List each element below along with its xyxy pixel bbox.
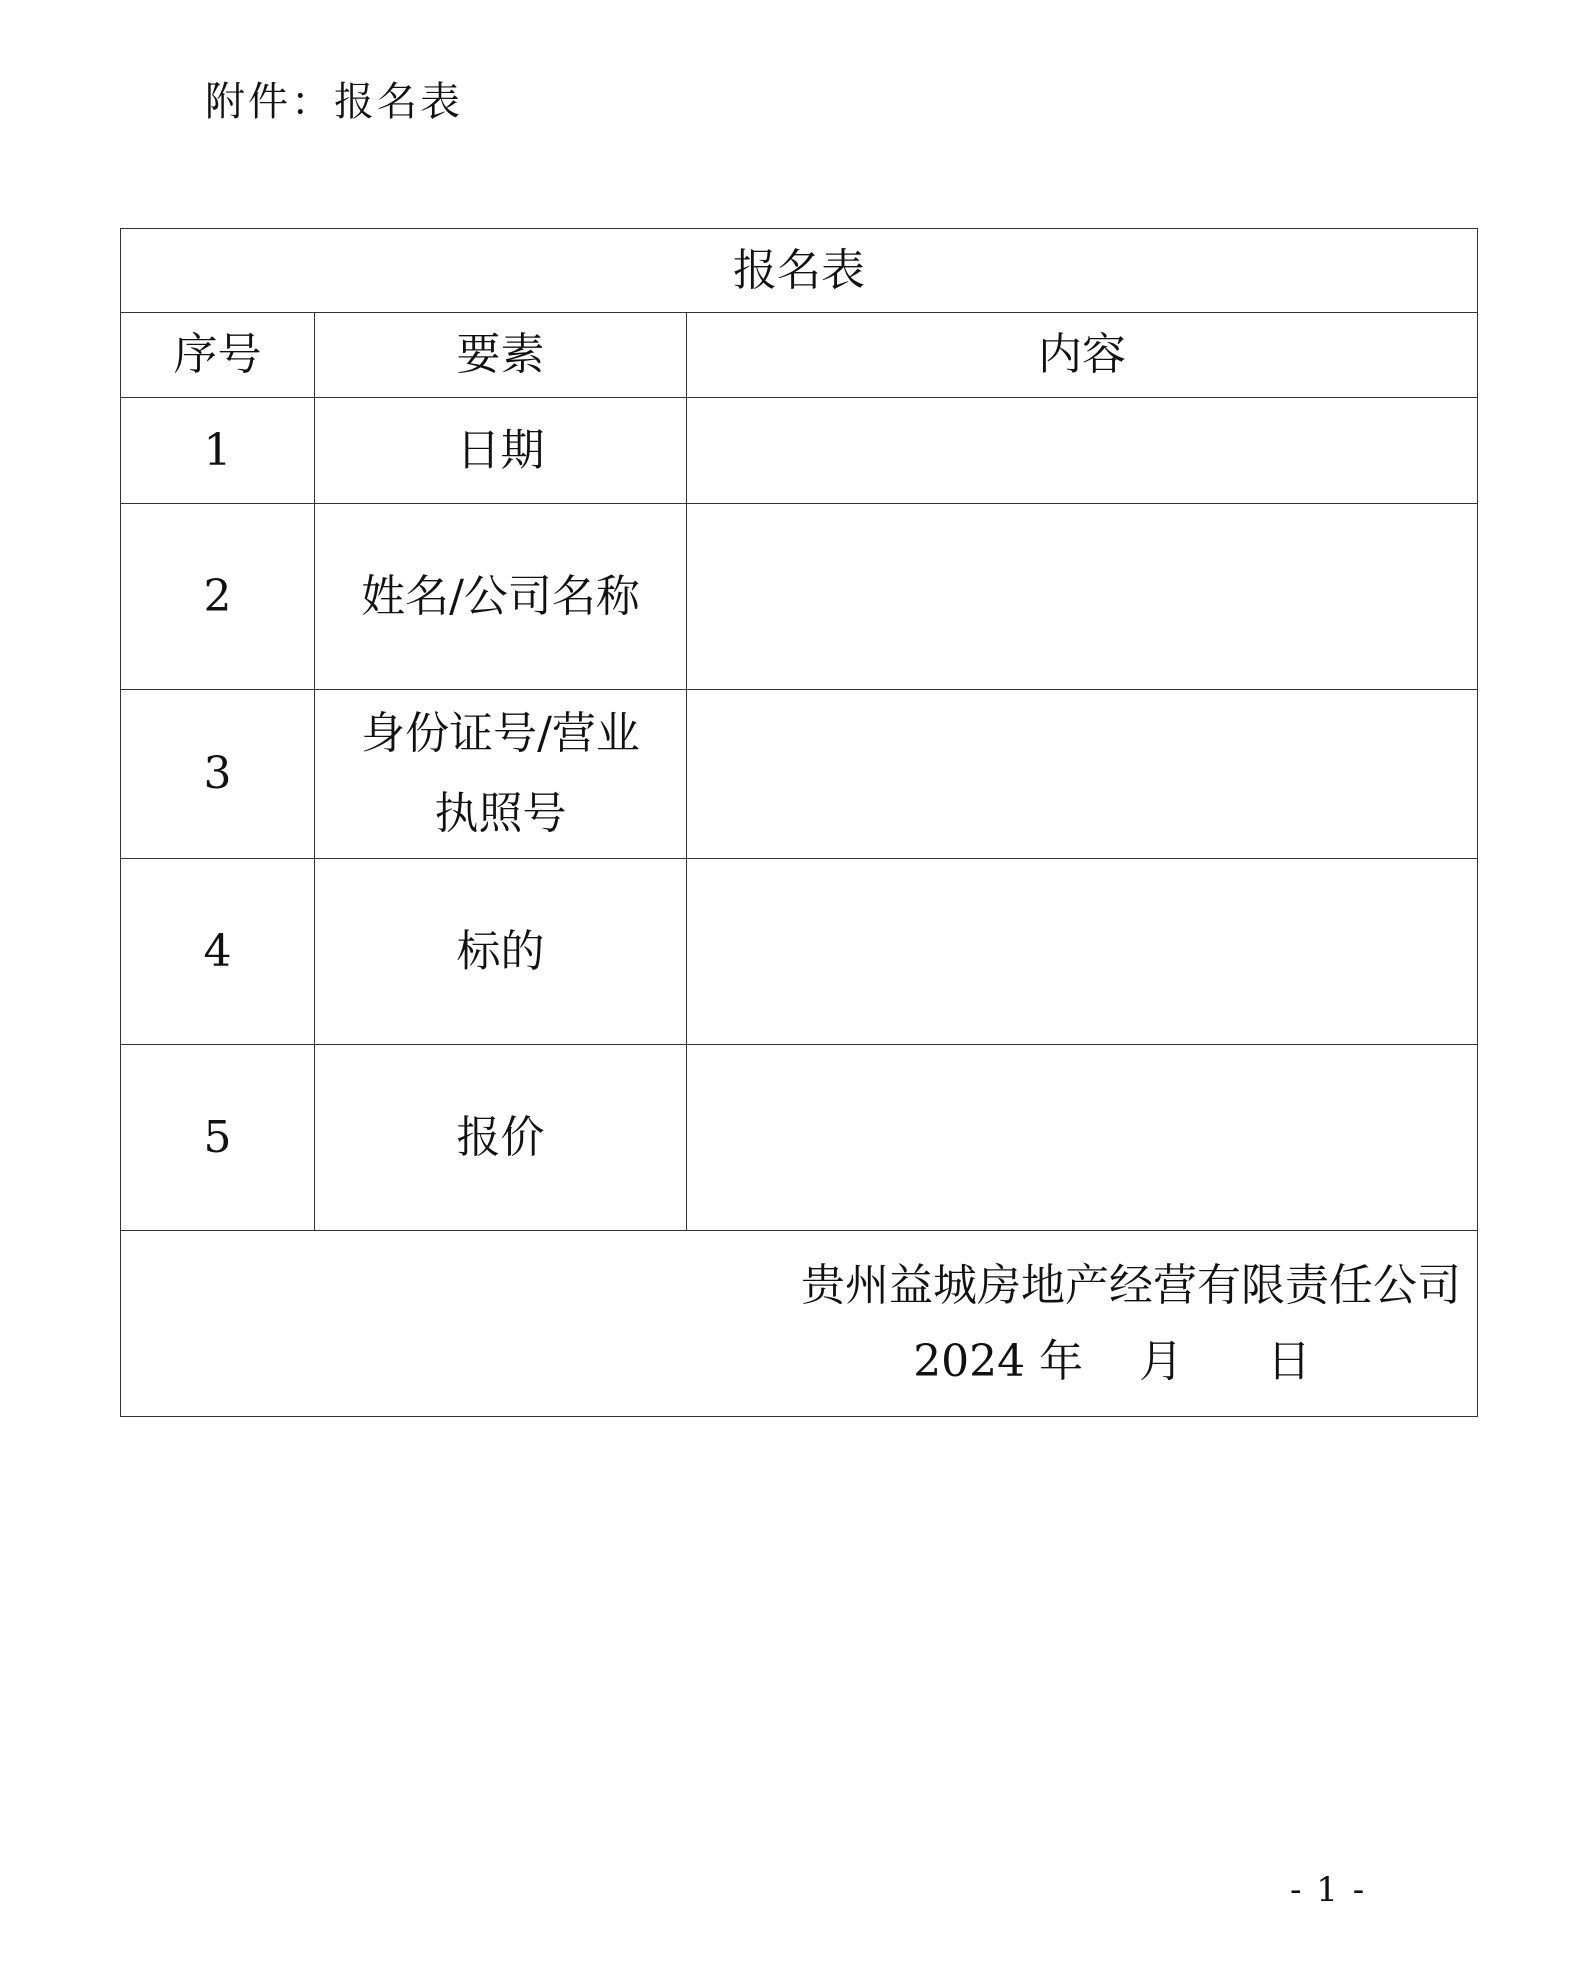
row-element <box>315 859 687 1045</box>
attachment-label: 附件：报名表 <box>205 79 463 125</box>
header-element: 要素 <box>315 313 687 398</box>
row-seq: 3 <box>121 690 315 859</box>
header-seq: 序号 <box>121 313 315 398</box>
row-element <box>315 1045 687 1231</box>
footer-date: 2024 年 月 日 <box>913 1335 1312 1387</box>
row-seq: 2 <box>121 504 315 690</box>
table-row <box>121 1045 1478 1231</box>
row-element-label: 标的 <box>456 925 545 977</box>
row-element-label: 姓名/公司名称 <box>361 570 640 622</box>
row-seq: 5 <box>121 1045 315 1231</box>
row-content-cell[interactable] <box>687 504 1478 690</box>
row-element <box>315 504 687 690</box>
row-seq: 4 <box>121 859 315 1045</box>
table-row <box>121 504 1478 690</box>
row-content-cell[interactable] <box>687 859 1478 1045</box>
row-element-label: 身份证号/营业执照号 <box>361 708 640 839</box>
page-number: - 1 - <box>1290 1870 1367 1910</box>
row-element-label: 报价 <box>456 1111 545 1163</box>
row-content-cell[interactable] <box>687 398 1478 504</box>
row-content-cell[interactable] <box>687 1045 1478 1231</box>
table-row <box>121 690 1478 859</box>
header-content: 内容 <box>687 313 1478 398</box>
table-title-row <box>121 229 1478 313</box>
footer-company: 贵州益城房地产经营有限责任公司 <box>801 1259 1462 1311</box>
row-content-cell[interactable] <box>687 690 1478 859</box>
table-row <box>121 398 1478 504</box>
table-title: 报名表 <box>121 229 1478 313</box>
row-element-label: 日期 <box>456 424 545 476</box>
row-element <box>315 398 687 504</box>
footer-cell <box>121 1231 1478 1417</box>
table-row <box>121 859 1478 1045</box>
table-header-row <box>121 313 1478 398</box>
registration-form-table <box>120 228 1478 1417</box>
row-seq: 1 <box>121 398 315 504</box>
row-element <box>315 690 687 859</box>
table-footer-row <box>121 1231 1478 1417</box>
